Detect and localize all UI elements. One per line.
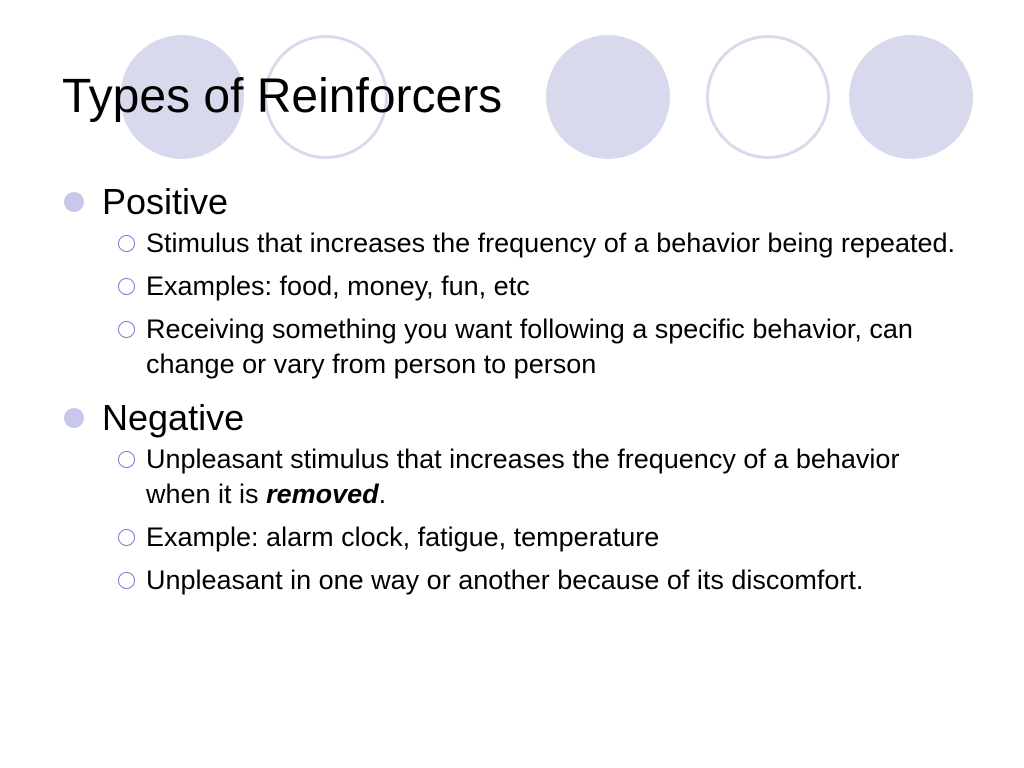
emphasized-word: removed bbox=[266, 479, 379, 509]
bullet-heading: Positive bbox=[102, 181, 229, 222]
sub-bullet-text: Unpleasant in one way or another because of its discomfort. bbox=[146, 565, 864, 595]
sub-bullet bbox=[64, 269, 964, 304]
sub-bullet-text: Example: alarm clock, fatigue, temperature bbox=[146, 522, 660, 552]
filled-circle-bullet-icon bbox=[64, 192, 84, 212]
hollow-circle-bullet-icon bbox=[118, 321, 135, 338]
hollow-circle-bullet-icon bbox=[118, 529, 135, 546]
sub-bullet-text-start: Unpleasant stimulus that increases the frequency of a behavior when it is bbox=[146, 444, 900, 509]
sub-bullet bbox=[64, 520, 964, 555]
bullet-positive bbox=[64, 180, 964, 224]
decorative-circle bbox=[546, 35, 670, 159]
hollow-circle-bullet-icon bbox=[118, 278, 135, 295]
hollow-circle-bullet-icon bbox=[118, 572, 135, 589]
sub-bullet-text: Examples: food, money, fun, etc bbox=[146, 271, 530, 301]
bullet-heading: Negative bbox=[102, 397, 245, 438]
slide-body bbox=[64, 180, 964, 606]
sub-bullet bbox=[64, 442, 964, 512]
sub-bullet bbox=[64, 226, 964, 261]
slide-title: Types of Reinforcers bbox=[62, 70, 503, 123]
bullet-negative bbox=[64, 396, 964, 440]
decorative-ring bbox=[706, 35, 830, 159]
sub-bullet-text: Receiving something you want following a specific behavior, can change or vary from person to person bbox=[146, 314, 913, 379]
decorative-circle bbox=[849, 35, 973, 159]
filled-circle-bullet-icon bbox=[64, 408, 84, 428]
sub-bullet-text: Stimulus that increases the frequency of a behavior being repeated. bbox=[146, 228, 955, 258]
sub-bullet bbox=[64, 563, 964, 598]
hollow-circle-bullet-icon bbox=[118, 451, 135, 468]
hollow-circle-bullet-icon bbox=[118, 235, 135, 252]
sub-bullet-text-end: . bbox=[378, 479, 387, 509]
sub-bullet bbox=[64, 312, 964, 382]
